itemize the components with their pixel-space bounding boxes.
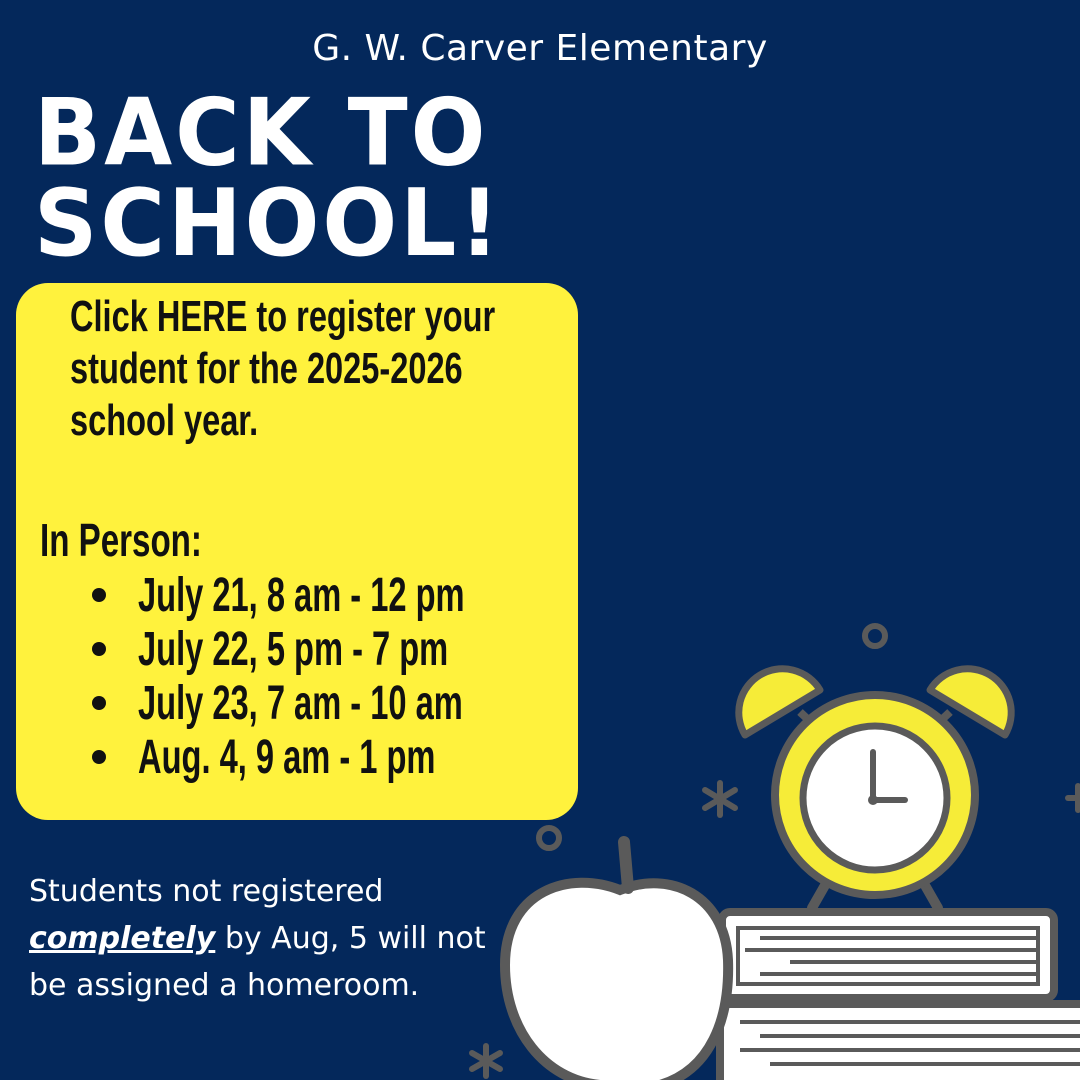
bullet-icon bbox=[92, 642, 106, 656]
notice-text-after: by Aug, 5 will not be assigned a homeroom. bbox=[29, 921, 486, 1003]
notice-emphasis: completely bbox=[29, 921, 216, 956]
date-text: Aug. 4, 9 am - 1 pm bbox=[138, 731, 436, 784]
books-icon bbox=[720, 912, 1080, 1080]
registration-notice bbox=[29, 868, 499, 1009]
in-person-label: In Person: bbox=[40, 514, 202, 566]
bullet-icon bbox=[92, 588, 106, 602]
alarm-clock-icon bbox=[739, 669, 1011, 908]
date-text: July 22, 5 pm - 7 pm bbox=[138, 623, 449, 676]
ring-icon bbox=[539, 828, 559, 848]
headline-line-1: BACK TO bbox=[34, 78, 489, 187]
notice-text-before: Students not registered bbox=[29, 874, 384, 909]
bullet-icon bbox=[92, 696, 106, 710]
apple-icon bbox=[505, 842, 728, 1080]
register-link[interactable]: Click HERE to register your student for the 2025-2026 school year. bbox=[70, 292, 496, 445]
school-illustration bbox=[450, 610, 1080, 1080]
headline bbox=[34, 78, 503, 277]
school-name: G. W. Carver Elementary bbox=[312, 28, 768, 69]
ring-icon bbox=[865, 626, 885, 646]
date-text: July 21, 8 am - 12 pm bbox=[138, 569, 465, 622]
bullet-icon bbox=[92, 750, 106, 764]
date-text: July 23, 7 am - 10 am bbox=[138, 677, 463, 730]
headline-line-2: SCHOOL! bbox=[34, 168, 503, 277]
